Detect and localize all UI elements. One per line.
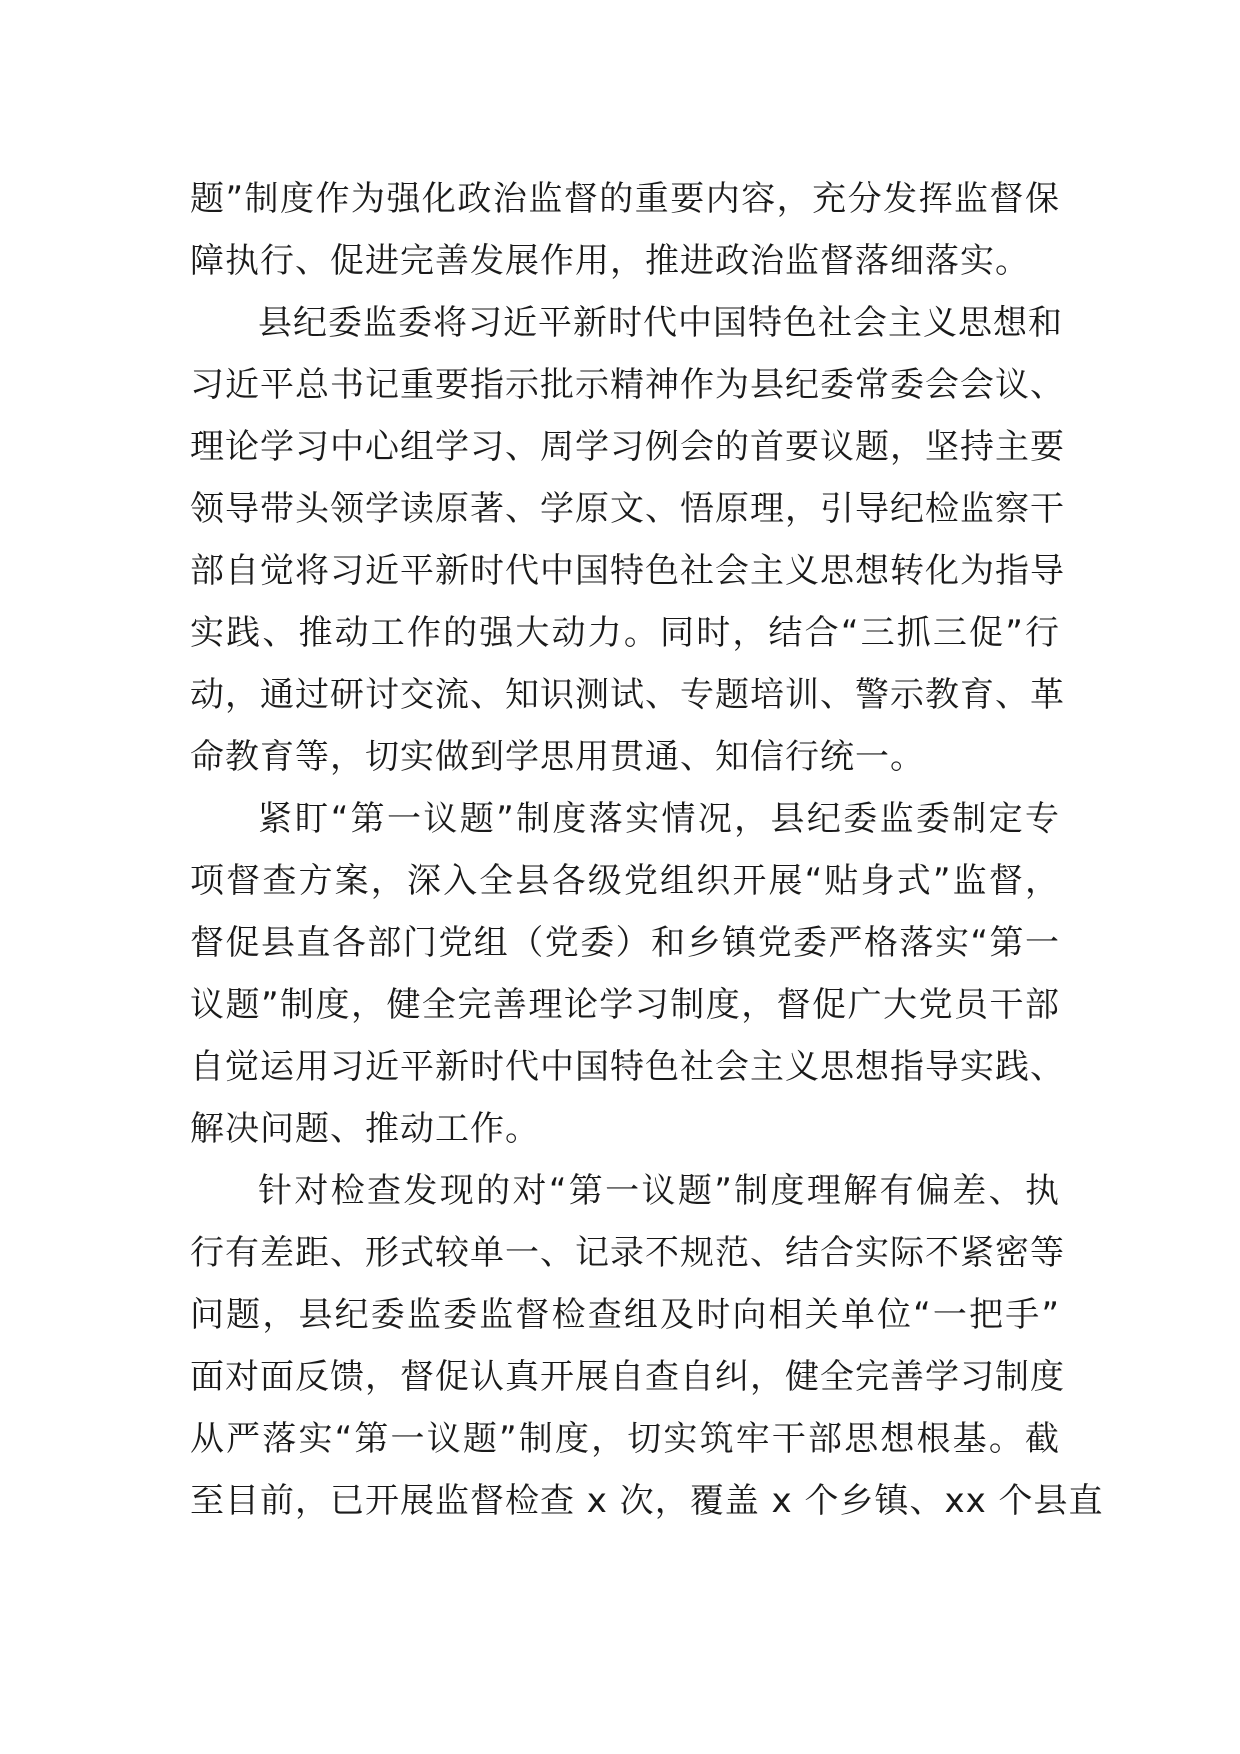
- text-line: 解决问题、推动工作。: [190, 1109, 540, 1149]
- paragraph-1: [190, 168, 1060, 292]
- text-line: 理论学习中心组学习、周学习例会的首要议题，坚持主要: [190, 427, 1065, 467]
- text-line: 至目前，已开展监督检查 x 次，覆盖 x 个乡镇、xx 个县直: [190, 1481, 1104, 1521]
- text-line: 项督查方案，深入全县各级党组织开展“贴身式”监督，: [190, 861, 1060, 901]
- text-line: 实践、推动工作的强大动力。同时，结合“三抓三促”行: [190, 613, 1060, 653]
- text-line: 问题，县纪委监委监督检查组及时向相关单位“一把手”: [190, 1295, 1060, 1335]
- document-body: [190, 168, 1104, 1532]
- text-line: 题”制度作为强化政治监督的重要内容，充分发挥监督保: [190, 179, 1060, 219]
- text-line: 从严落实“第一议题”制度，切实筑牢干部思想根基。截: [190, 1419, 1060, 1459]
- text-line: 紧盯“第一议题”制度落实情况，县纪委监委制定专: [258, 799, 1060, 839]
- text-line: 行有差距、形式较单一、记录不规范、结合实际不紧密等: [190, 1233, 1065, 1273]
- text-line: 针对检查发现的对“第一议题”制度理解有偏差、执: [258, 1171, 1060, 1211]
- text-line: 面对面反馈，督促认真开展自查自纠，健全完善学习制度: [190, 1357, 1065, 1397]
- text-line: 领导带头领学读原著、学原文、悟原理，引导纪检监察干: [190, 489, 1065, 529]
- text-line: 督促县直各部门党组（党委）和乡镇党委严格落实“第一: [190, 923, 1060, 963]
- text-line: 障执行、促进完善发展作用，推进政治监督落细落实。: [190, 241, 1030, 281]
- text-line: 部自觉将习近平新时代中国特色社会主义思想转化为指导: [190, 551, 1065, 591]
- text-line: 命教育等，切实做到学思用贯通、知信行统一。: [190, 737, 925, 777]
- text-line: 县纪委监委将习近平新时代中国特色社会主义思想和: [258, 303, 1063, 343]
- text-line: 习近平总书记重要指示批示精神作为县纪委常委会会议、: [190, 365, 1065, 405]
- text-line: 动，通过研讨交流、知识测试、专题培训、警示教育、革: [190, 675, 1065, 715]
- paragraph-3: [190, 788, 1065, 1160]
- paragraph-2: [190, 292, 1065, 788]
- text-line: 议题”制度，健全完善理论学习制度，督促广大党员干部: [190, 985, 1060, 1025]
- text-line: 自觉运用习近平新时代中国特色社会主义思想指导实践、: [190, 1047, 1065, 1087]
- paragraph-4: [190, 1160, 1104, 1532]
